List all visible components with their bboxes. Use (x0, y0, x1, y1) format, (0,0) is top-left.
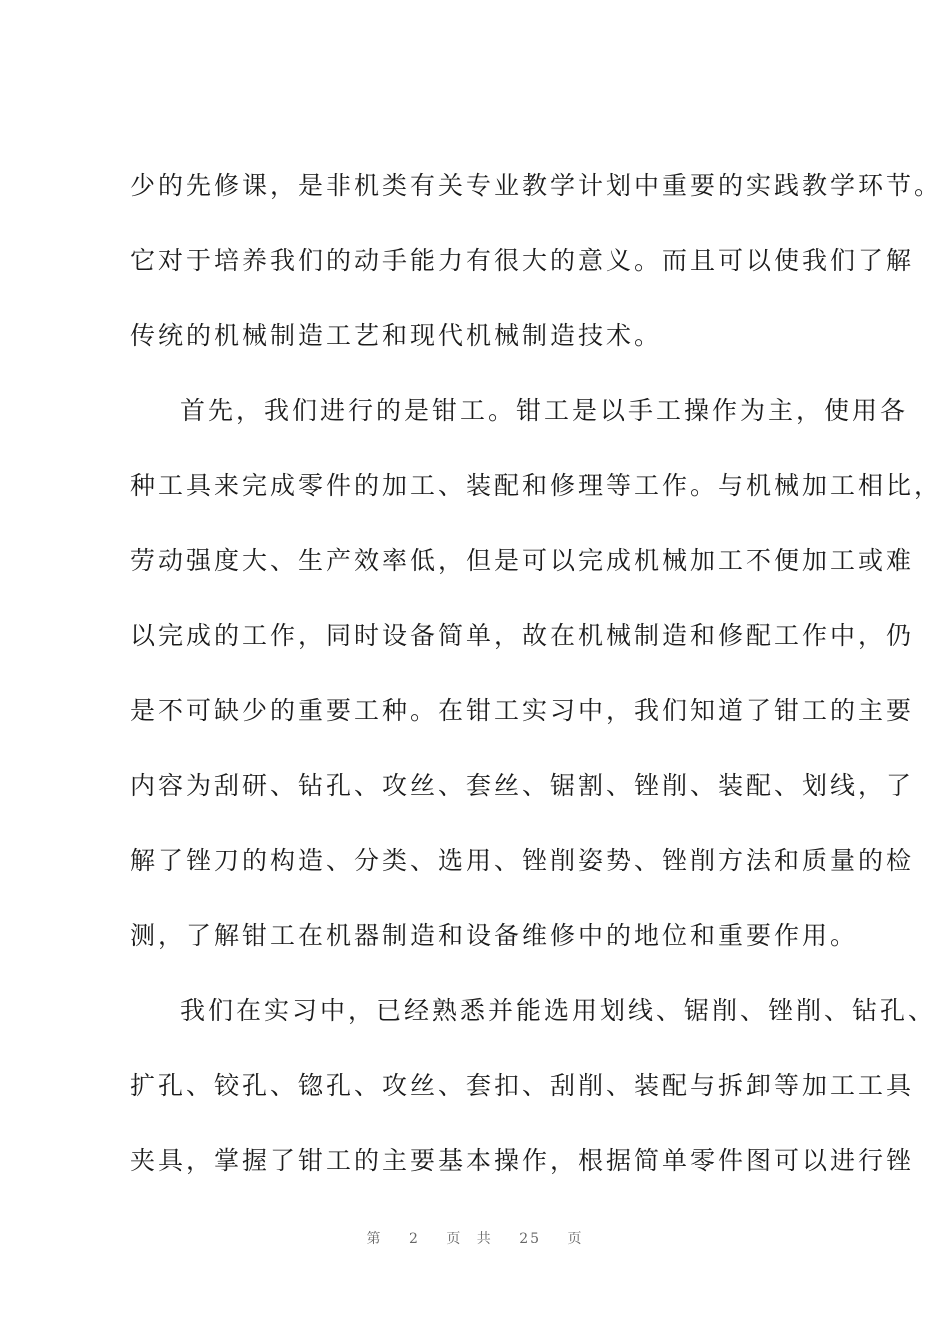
text-line: 是不可缺少的重要工种。在钳工实习中，我们知道了钳工的主要 (130, 696, 915, 725)
footer-label-pages: 页 (567, 1231, 584, 1247)
text-line: 少的先修课，是非机类有关专业教学计划中重要的实践教学环节。 (130, 171, 943, 200)
footer-label-page: 第 (366, 1231, 383, 1247)
paragraph-start-line: 我们在实习中，已经熟悉并能选用划线、锯削、锉削、钻孔、 (180, 996, 937, 1025)
text-line: 劳动强度大、生产效率低，但是可以完成机械加工不便加工或难 (130, 546, 915, 575)
current-page-number: 2 (408, 1231, 420, 1247)
text-line: 解了锉刀的构造、分类、选用、锉削姿势、锉削方法和质量的检 (130, 846, 915, 875)
text-line: 夹具，掌握了钳工的主要基本操作，根据简单零件图可以进行锉 (130, 1146, 915, 1175)
text-line: 测，了解钳工在机器制造和设备维修中的地位和重要作用。 (130, 921, 859, 950)
text-line: 它对于培养我们的动手能力有很大的意义。而且可以使我们了解 (130, 246, 915, 275)
total-page-count: 25 (519, 1231, 542, 1247)
text-line: 扩孔、铰孔、锪孔、攻丝、套扣、刮削、装配与拆卸等加工工具 (130, 1071, 915, 1100)
text-line: 种工具来完成零件的加工、装配和修理等工作。与机械加工相比， (130, 471, 943, 500)
text-line: 传统的机械制造工艺和现代机械制造技术。 (130, 321, 663, 350)
footer-label-of: 页 共 (446, 1231, 493, 1247)
page-number-footer (0, 1228, 950, 1248)
text-line: 内容为刮研、钻孔、攻丝、套丝、锯割、锉削、装配、划线，了 (130, 771, 915, 800)
paragraph-start-line: 首先，我们进行的是钳工。钳工是以手工操作为主，使用各 (180, 396, 909, 425)
text-line: 以完成的工作，同时设备简单，故在机械制造和修配工作中，仍 (130, 621, 915, 650)
